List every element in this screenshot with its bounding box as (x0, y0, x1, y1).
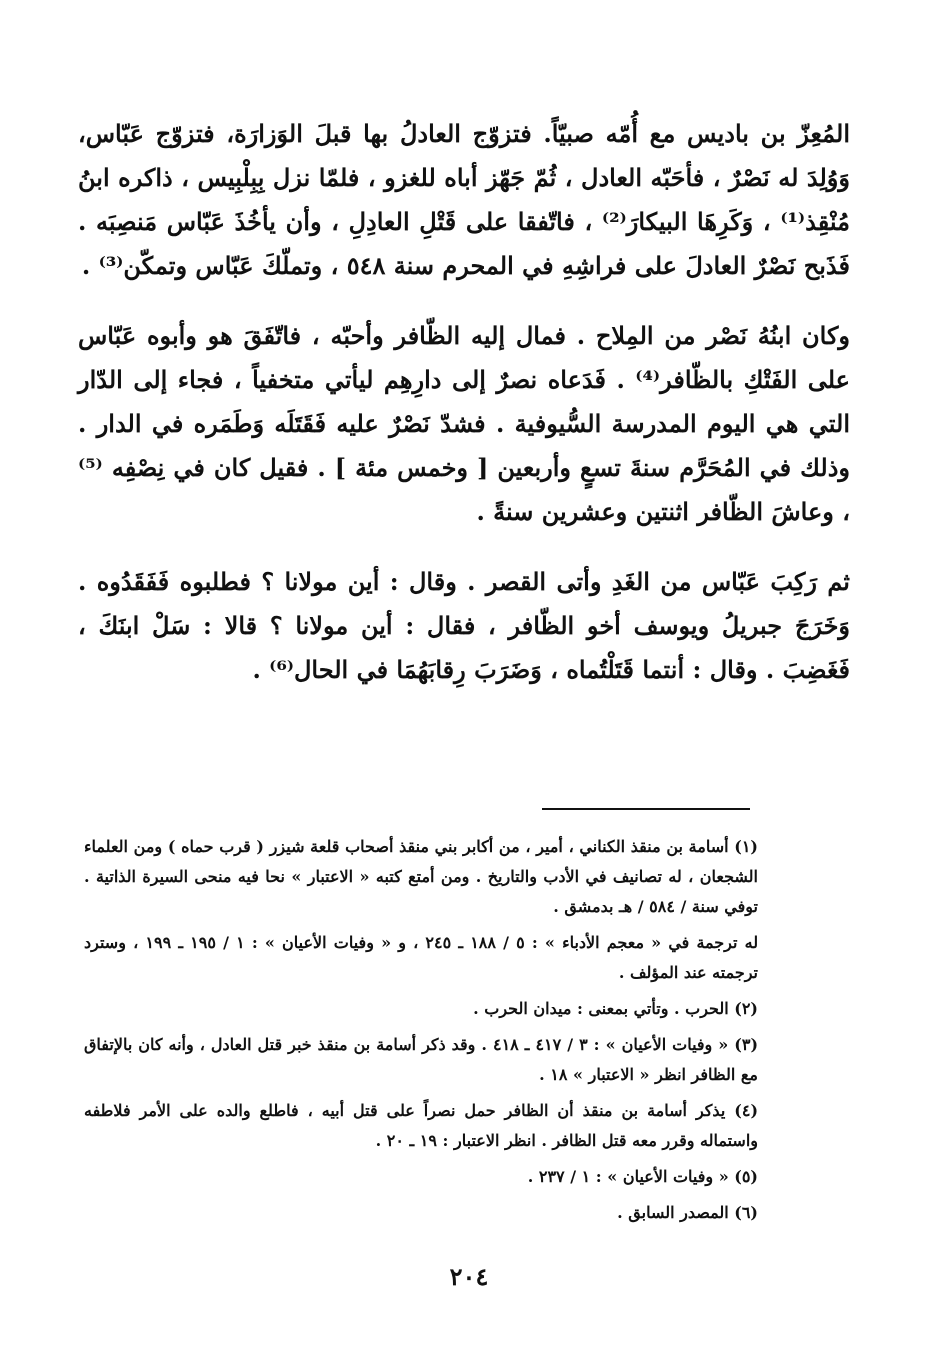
footnote-6: (٦) المصدر السابق . (617, 1203, 758, 1222)
footnote-3: (٣) « وفيات الأعيان » : ٣ / ٤١٧ ـ ٤١٨ . وقد ذكر أسامة بن منقذ خبر قتل العادل ، وأنه كان بالإتفاق مع الظافر انظر « الاعتبار » ١٨ . (84, 1035, 759, 1084)
footnote-5: (٥) « وفيات الأعيان » : ١ / ٢٣٧ . (527, 1167, 758, 1186)
footnote-divider (542, 808, 750, 810)
main-text (78, 112, 850, 718)
footnotes (84, 832, 758, 1234)
paragraph-3: ثم رَكِبَ عَبّاس من الغَدِ وأتى القصر . وقال : أين مولانا ؟ فطلبوه فَفَقَدُوه . وَخَرَجَ جبريلُ ويوسف أخو الظّافر ، فقال : أين مولانا ؟ قالا : سَلْ ابنَكَ ، فَغَضِبَ . وقال : أنتما قَتَلْتُماه ، وَضَرَبَ رِقابَهُمَا في الحال⁽⁶⁾ . (78, 567, 850, 684)
page-number: ٢٠٤ (449, 1262, 489, 1291)
paragraph-2: وكان ابنُهُ نَصْر من المِلاح . فمال إليه الظّافر وأحبّه ، فاتّفَقَ هو وأبوه عَبّاس على الفَتْكِ بالظّافر⁽⁴⁾ . فَدَعاه نصرٌ إلى دارِهِم ليأتي متخفياً ، فجاء إلى الدّار التي هي اليوم المدرسة السُّيوفية . فشدّ نَصْرٌ عليه فَقَتَلَه وَطَمَره في الدار . وذلك في المُحَرَّم سنةَ تسعٍ وأربعين [ وخمس مئة ] . فقيل كان في نِصْفِه ⁽⁵⁾ ، وعاشَ الظّافر اثنتين وعشرين سنةً . (78, 321, 850, 526)
footnote-1: (١) أسامة بن منقذ الكناني ، أمير ، من أكابر بني منقذ أصحاب قلعة شيزر ( قرب حماه ) ومن العلماء الشجعان ، له تصانيف في الأدب والتاريخ . ومن أمتع كتبه « الاعتبار » نحا فيه منحى السيرة الذاتية . توفي سنة / ٥٨٤ / هـ بدمشق . (84, 837, 758, 916)
footnote-2: (٢) الحرب . وتأتي بمعنى : ميدان الحرب . (473, 999, 758, 1018)
footnote-1-continuation: له ترجمة في « معجم الأدباء » : ٥ / ١٨٨ ـ ٢٤٥ ، و « وفيات الأعيان » : ١ / ١٩٥ ـ ١٩٩ ، وسترد ترجمته عند المؤلف . (84, 933, 759, 982)
footnote-4: (٤) يذكر أسامة بن منقذ أن الظافر حمل نصراً على قتل أبيه ، فاطلع والده على الأمر فلاطفه واستماله وقرر معه قتل الظافر . انظر الاعتبار : ١٩ ـ ٢٠ . (84, 1101, 759, 1150)
paragraph-1: المُعِزّ بن باديس مع أُمّه صبيّاً. فتزوّج العادلُ بها قبلَ الوَزارَة، فتزوّج عَبّاس، وَوُلِدَ له نَصْرٌ ، فأحَبّه العادل ، ثُمّ جَهّز أباه للغزو ، فلمّا نزل بِبِلْبِيس ، ذاكره ابنُ مُنْقِذ⁽¹⁾ ، وَكَرِهَا البيكارَ⁽²⁾ ، فاتّفقا على قَتْلِ العادِلِ ، وأن يأخُذَ عَبّاس مَنصِبَه . فَذَبح نَصْرٌ العادلَ على فراشِهِ في المحرم سنة ٥٤٨ ، وتملّكَ عَبّاس وتمكّن⁽³⁾ . (78, 119, 850, 280)
